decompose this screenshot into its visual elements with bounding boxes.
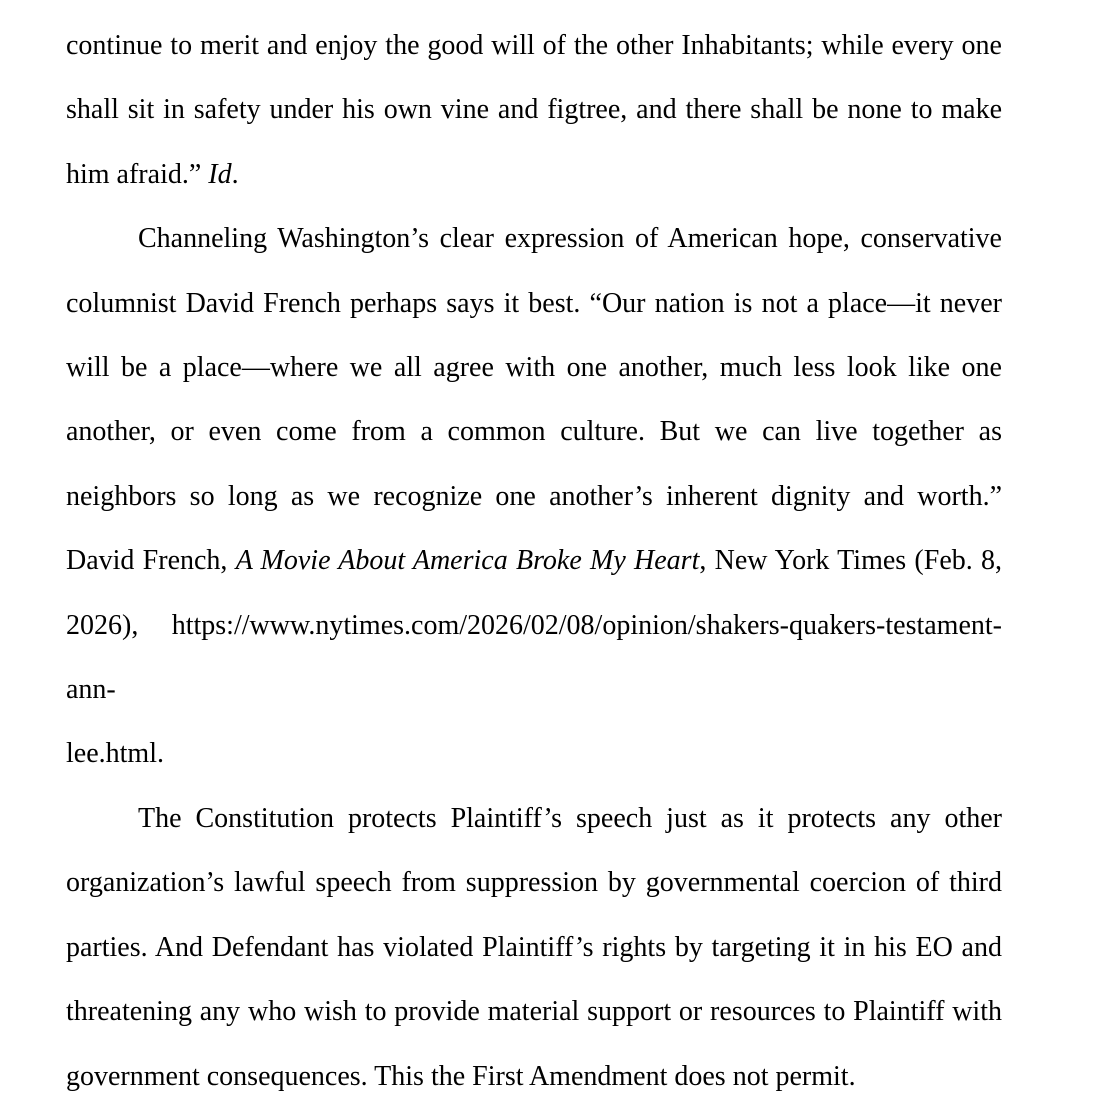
text-segment: lee.html. [66, 738, 164, 770]
italic-text-segment: A Movie About America Broke My Heart [235, 545, 700, 577]
text-segment: The Constitution protects Plaintiff’s speech just as it protects any other organization’s lawful speech from suppression by governmental coercion of third parties. And Defendant has violated Plaintiff’s rights by targeting it in his EO and threatening any who wish to provide material support or resources to Plaintiff with government consequences. This the First Amendment does not permit. [66, 802, 1002, 1092]
text-segment: Channeling Washington’s clear expression of American hope, conservative columnist David French perhaps says it best. “Our nation is not a place—it never will be a place—where we all agree with one another, much less look like one another, or even come from a common culture. But we can live together as neighbors so long as we recognize one another’s inherent dignity and worth.” David French, [66, 223, 1002, 577]
italic-text-segment: Id [208, 158, 232, 190]
text-segment: , New York Times (Feb. 8, 2026), https://www.nytimes.com/2026/02/08/opinion/shakers-quakers-testament-ann- [66, 545, 1002, 706]
paragraph-1 [66, 14, 1002, 207]
text-segment: . [231, 158, 239, 190]
paragraph-3 [66, 787, 1002, 1109]
document-body [66, 14, 1002, 1109]
text-segment: continue to merit and enjoy the good will of the other Inhabitants; while every one shall sit in safety under his own vine and figtree, and there shall be none to make him afraid.” [66, 30, 1002, 190]
paragraph-2 [66, 207, 1002, 787]
